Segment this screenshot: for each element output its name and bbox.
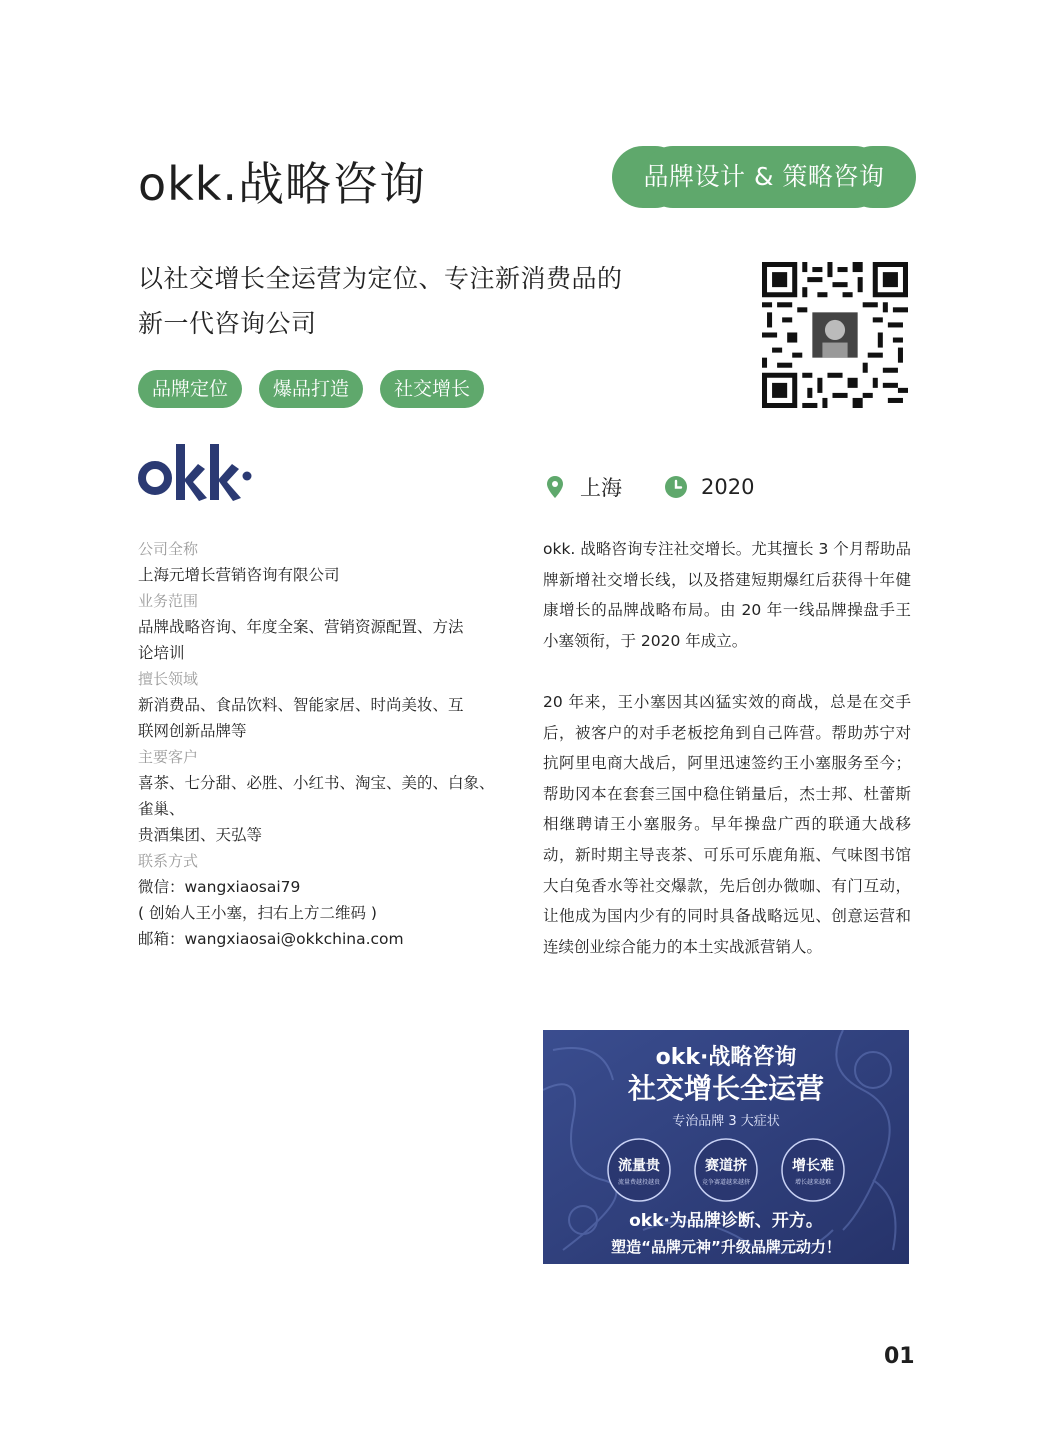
year-text: 2020: [701, 475, 755, 499]
wechat-value: 微信：wangxiaosai79: [138, 878, 301, 896]
symptom-title: 流量贵: [618, 1158, 660, 1174]
clock-icon: [664, 475, 688, 499]
fields-value: 新消费品、食品饮料、智能家居、时尚美妆、互: [138, 696, 464, 714]
fields-label: 擅长领域: [138, 670, 199, 688]
email-value: 邮箱：wangxiaosai@okkchina.com: [138, 930, 404, 948]
tag-chip: 爆品打造: [259, 370, 363, 408]
page-title: okk.战略咨询: [138, 157, 427, 211]
clients-value: 贵酒集团、天弘等: [138, 826, 263, 844]
map-pin-icon: [543, 475, 567, 499]
tagline: [138, 256, 698, 346]
okk-logo: [138, 440, 253, 504]
banner-subtitle: 专治品牌 3 大症状: [672, 1114, 780, 1129]
page-number: 01: [884, 1344, 915, 1369]
description-paragraph: 20 年来，王小塞因其凶猛实效的商战，总是在交手后，被客户的对手老板挖角到自己阵营。帮助苏宁对抗阿里电商大战后，阿里迅速签约王小塞服务至今；帮助冈本在套套三国中稳住销量后，杰士邦、杜蕾斯相继聘请王小塞服务。早年操盘广西的联通大战移动，新时期主导丧茶、可乐可乐鹿角瓶、气味图书馆大白兔香水等社交爆款，先后创办微咖、有门互动，让他成为国内少有的同时具备战略远见、创意运营和连续创业综合能力的本土实战派营销人。: [543, 692, 911, 956]
symptom-circle: [782, 1139, 844, 1201]
tag-list: [138, 370, 484, 408]
full-name-label: 公司全称: [138, 540, 199, 558]
scope-value: 论培训: [138, 644, 185, 662]
category-badge-label: 品牌设计 & 策略咨询: [643, 162, 885, 191]
tag-chip: 品牌定位: [138, 370, 242, 408]
tagline-line: 新一代咨询公司: [138, 309, 317, 338]
qr-code: [762, 262, 908, 408]
company-info: [138, 536, 508, 952]
promo-banner: [543, 1030, 909, 1264]
meta-row: [543, 472, 754, 502]
location-item: [543, 472, 622, 502]
contact-label: 联系方式: [138, 852, 199, 870]
banner-bottom-line: 塑造“品牌元神”升级品牌元动力！: [611, 1238, 841, 1256]
scope-value: 品牌战略咨询、年度全案、营销资源配置、方法: [138, 618, 464, 636]
location-text: 上海: [580, 476, 622, 500]
scope-label: 业务范围: [138, 592, 199, 610]
company-description: [543, 534, 911, 962]
banner-headline: 社交增长全运营: [627, 1072, 825, 1105]
symptom-note: 增长越来越难: [794, 1179, 832, 1186]
symptom-circle: [608, 1139, 670, 1201]
symptom-note: 流量费越投越贵: [617, 1179, 661, 1186]
symptom-title: 赛道挤: [705, 1158, 747, 1174]
symptom-circle: [695, 1139, 757, 1201]
symptom-title: 增长难: [792, 1158, 834, 1174]
clients-label: 主要客户: [138, 748, 199, 766]
wechat-note: ( 创始人王小塞，扫右上方二维码 ): [138, 904, 377, 922]
year-item: [664, 475, 754, 499]
symptom-note: 竞争赛道越来越挤: [701, 1179, 751, 1186]
category-badge: [612, 146, 916, 208]
tag-chip: 社交增长: [380, 370, 484, 408]
tagline-line: 以社交增长全运营为定位、专注新消费品的: [138, 264, 623, 293]
full-name-value: 上海元增长营销咨询有限公司: [138, 566, 340, 584]
description-paragraph: okk. 战略咨询专注社交增长。尤其擅长 3 个月帮助品牌新增社交增长线，以及搭建短期爆红后获得十年健康增长的品牌战略布局。由 20 年一线品牌操盘手王小塞领衔，于 2020 年成立。: [543, 540, 911, 650]
fields-value: 联网创新品牌等: [138, 722, 247, 740]
banner-title: okk·战略咨询: [655, 1045, 797, 1070]
clients-value: 喜茶、七分甜、必胜、小红书、淘宝、美的、白象、雀巢、: [138, 774, 495, 818]
banner-bottom-line: okk·为品牌诊断、开方。: [629, 1211, 823, 1231]
